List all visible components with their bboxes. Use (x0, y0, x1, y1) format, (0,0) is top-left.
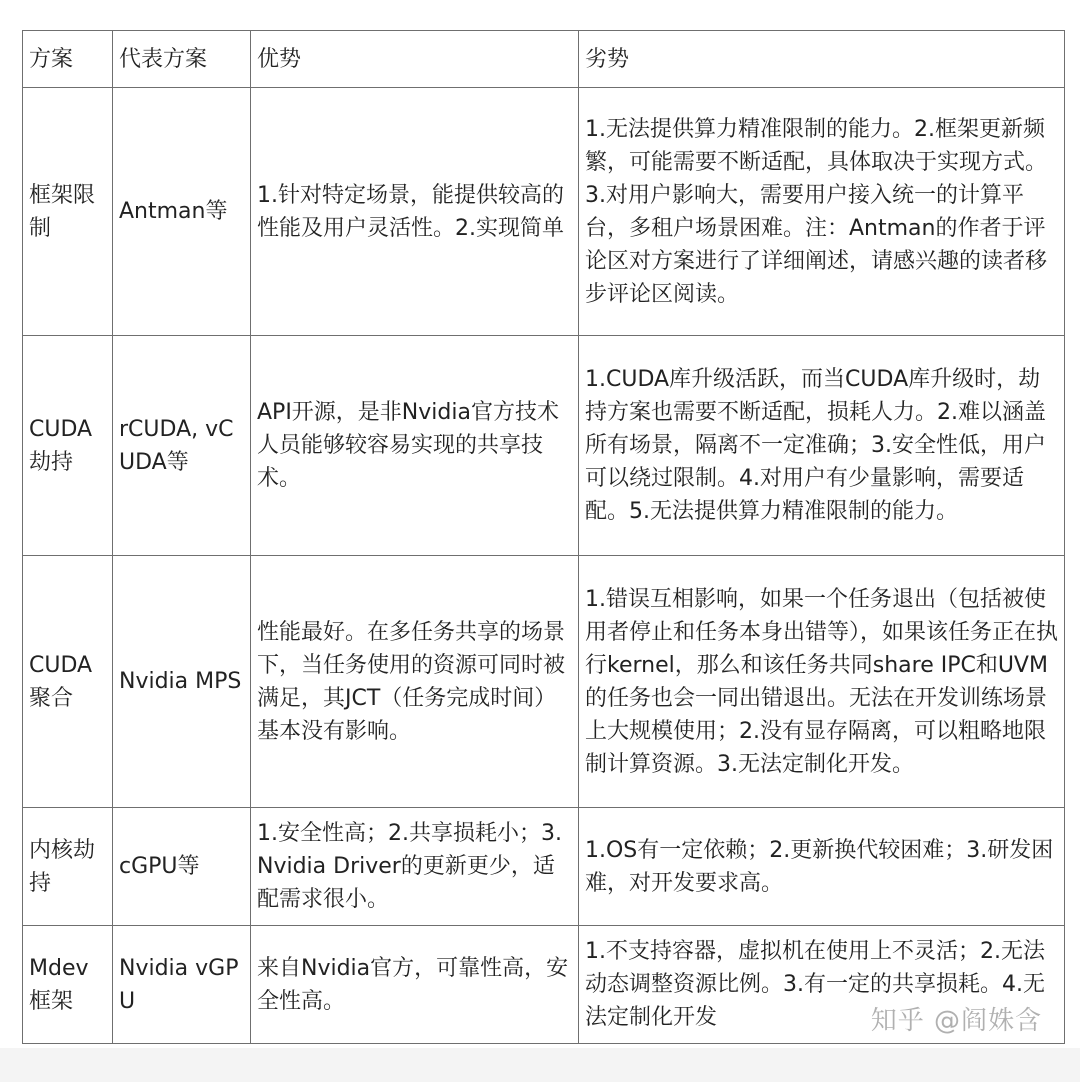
cell-advantages: 性能最好。在多任务共享的场景下，当任务使用的资源可同时被满足，其JCT（任务完成时间）基本没有影响。 (251, 556, 579, 808)
cell-disadvantages: 1.无法提供算力精准限制的能力。2.框架更新频繁，可能需要不断适配，具体取决于实现方式。3.对用户影响大，需要用户接入统一的计算平台，多租户场景困难。注：Antman的作者于评论区对方案进行了详细阐述，请感兴趣的读者移步评论区阅读。 (579, 88, 1065, 336)
zhihu-watermark: 知乎 @阎姝含 (867, 1004, 1046, 1038)
cell-advantages: 来自Nvidia官方，可靠性高，安全性高。 (251, 926, 579, 1044)
table-row (23, 808, 1065, 926)
cell-advantages: API开源，是非Nvidia官方技术人员能够较容易实现的共享技术。 (251, 336, 579, 556)
header-disadvantages: 劣势 (579, 31, 1065, 88)
cell-scheme: 内核劫持 (23, 808, 113, 926)
cell-scheme: CUDA劫持 (23, 336, 113, 556)
table-row (23, 556, 1065, 808)
cell-disadvantages: 1.OS有一定依赖；2.更新换代较困难；3.研发困难，对开发要求高。 (579, 808, 1065, 926)
bottom-background-band (0, 1048, 1080, 1082)
cell-disadvantages: 1.CUDA库升级活跃，而当CUDA库升级时，劫持方案也需要不断适配，损耗人力。2.难以涵盖所有场景，隔离不一定准确；3.安全性低，用户可以绕过限制。4.对用户有少量影响，需要适配。5.无法提供算力精准限制的能力。 (579, 336, 1065, 556)
comparison-table-container (22, 30, 1064, 1044)
cell-scheme: Mdev框架 (23, 926, 113, 1044)
table-row (23, 336, 1065, 556)
cell-representative: cGPU等 (113, 808, 251, 926)
cell-scheme: 框架限制 (23, 88, 113, 336)
header-scheme: 方案 (23, 31, 113, 88)
table-header-row (23, 31, 1065, 88)
cell-representative: Nvidia MPS (113, 556, 251, 808)
cell-representative: Nvidia vGPU (113, 926, 251, 1044)
cell-representative: rCUDA, vCUDA等 (113, 336, 251, 556)
cell-disadvantages: 1.不支持容器，虚拟机在使用上不灵活；2.无法动态调整资源比例。3.有一定的共享损耗。4.无法定制化开发 (579, 926, 1065, 1044)
cell-disadvantages: 1.错误互相影响，如果一个任务退出（包括被使用者停止和任务本身出错等），如果该任务正在执行kernel，那么和该任务共同share IPC和UVM的任务也会一同出错退出。无法在开发训练场景上大规模使用；2.没有显存隔离，可以粗略地限制计算资源。3.无法定制化开发。 (579, 556, 1065, 808)
cell-representative: Antman等 (113, 88, 251, 336)
cell-advantages: 1.安全性高；2.共享损耗小；3.Nvidia Driver的更新更少，适配需求很小。 (251, 808, 579, 926)
cell-scheme: CUDA聚合 (23, 556, 113, 808)
cell-advantages: 1.针对特定场景，能提供较高的性能及用户灵活性。2.实现简单 (251, 88, 579, 336)
header-advantages: 优势 (251, 31, 579, 88)
header-representative: 代表方案 (113, 31, 251, 88)
gpu-sharing-comparison-table (22, 30, 1065, 1044)
table-row (23, 88, 1065, 336)
